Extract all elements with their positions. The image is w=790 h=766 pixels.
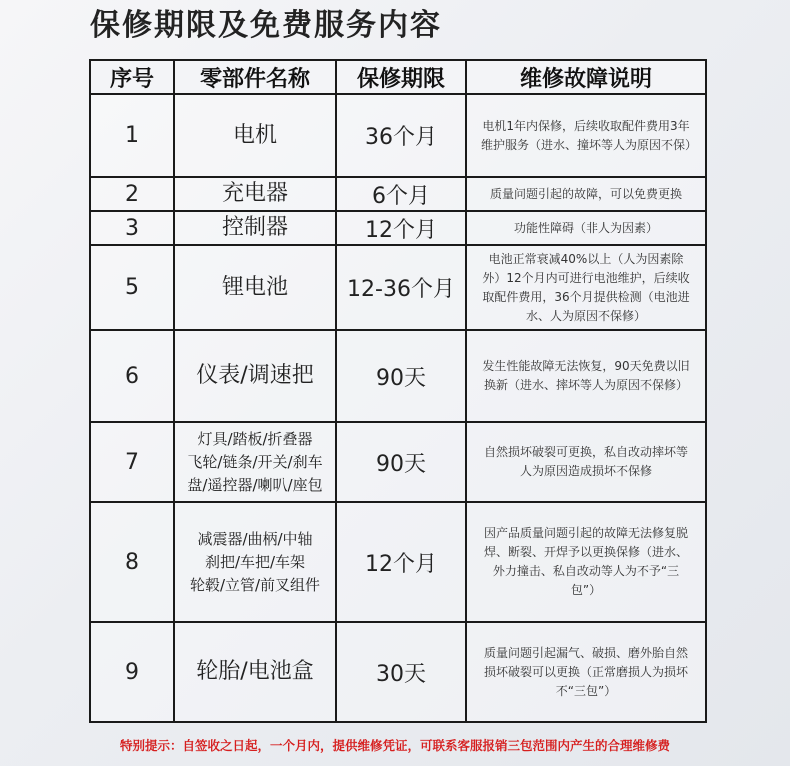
row-no: 7 <box>90 422 174 502</box>
row-description: 质量问题引起的故障，可以免费更换 <box>466 177 706 211</box>
row-description: 发生性能故障无法恢复，90天免费以旧换新（进水、摔坏等人为原因不保修） <box>466 330 706 422</box>
header-fault-description: 维修故障说明 <box>466 60 706 94</box>
table-row <box>90 622 706 722</box>
row-part-name: 仪表/调速把 <box>174 330 336 422</box>
row-part-name: 控制器 <box>174 211 336 245</box>
row-period: 12-36个月 <box>336 245 466 330</box>
row-part-name: 灯具/踏板/折叠器 飞轮/链条/开关/刹车盘/遥控器/喇叭/座包 <box>174 422 336 502</box>
row-period: 12个月 <box>336 502 466 622</box>
row-no: 3 <box>90 211 174 245</box>
table-row <box>90 502 706 622</box>
row-no: 5 <box>90 245 174 330</box>
row-part-name: 锂电池 <box>174 245 336 330</box>
page-title: 保修期限及免费服务内容 <box>90 8 442 43</box>
table-header-row <box>90 60 706 94</box>
row-part-name: 轮胎/电池盒 <box>174 622 336 722</box>
row-description: 功能性障碍（非人为因素） <box>466 211 706 245</box>
row-part-name: 充电器 <box>174 177 336 211</box>
table-row <box>90 245 706 330</box>
row-period: 12个月 <box>336 211 466 245</box>
table-row <box>90 211 706 245</box>
row-period: 90天 <box>336 330 466 422</box>
row-part-name: 减震器/曲柄/中轴 刹把/车把/车架 轮毂/立管/前叉组件 <box>174 502 336 622</box>
table-row <box>90 94 706 177</box>
header-warranty-period: 保修期限 <box>336 60 466 94</box>
header-no: 序号 <box>90 60 174 94</box>
warranty-table <box>89 59 707 723</box>
row-period: 90天 <box>336 422 466 502</box>
row-no: 6 <box>90 330 174 422</box>
row-period: 30天 <box>336 622 466 722</box>
table-row <box>90 330 706 422</box>
row-description: 电池正常衰减40%以上（人为因素除外）12个月内可进行电池维护，后续收取配件费用，36个月提供检测（电池进水、人为原因不保修） <box>466 245 706 330</box>
row-no: 1 <box>90 94 174 177</box>
row-no: 9 <box>90 622 174 722</box>
row-period: 6个月 <box>336 177 466 211</box>
header-part-name: 零部件名称 <box>174 60 336 94</box>
row-no: 2 <box>90 177 174 211</box>
row-no: 8 <box>90 502 174 622</box>
row-description: 因产品质量问题引起的故障无法修复脱焊、断裂、开焊予以更换保修（进水、外力撞击、私自改动等人为不予“三包”） <box>466 502 706 622</box>
row-description: 质量问题引起漏气、破损、磨外胎自然损坏破裂可以更换（正常磨损人为损坏不“三包”） <box>466 622 706 722</box>
special-notice: 特别提示：自签收之日起，一个月内，提供维修凭证，可联系客服报销三包范围内产生的合理维修费 <box>119 738 670 753</box>
row-description: 电机1年内保修，后续收取配件费用3年维护服务（进水、撞坏等人为原因不保） <box>466 94 706 177</box>
row-period: 36个月 <box>336 94 466 177</box>
table-row <box>90 422 706 502</box>
row-description: 自然损坏破裂可更换，私自改动摔坏等人为原因造成损坏不保修 <box>466 422 706 502</box>
table-row <box>90 177 706 211</box>
row-part-name: 电机 <box>174 94 336 177</box>
